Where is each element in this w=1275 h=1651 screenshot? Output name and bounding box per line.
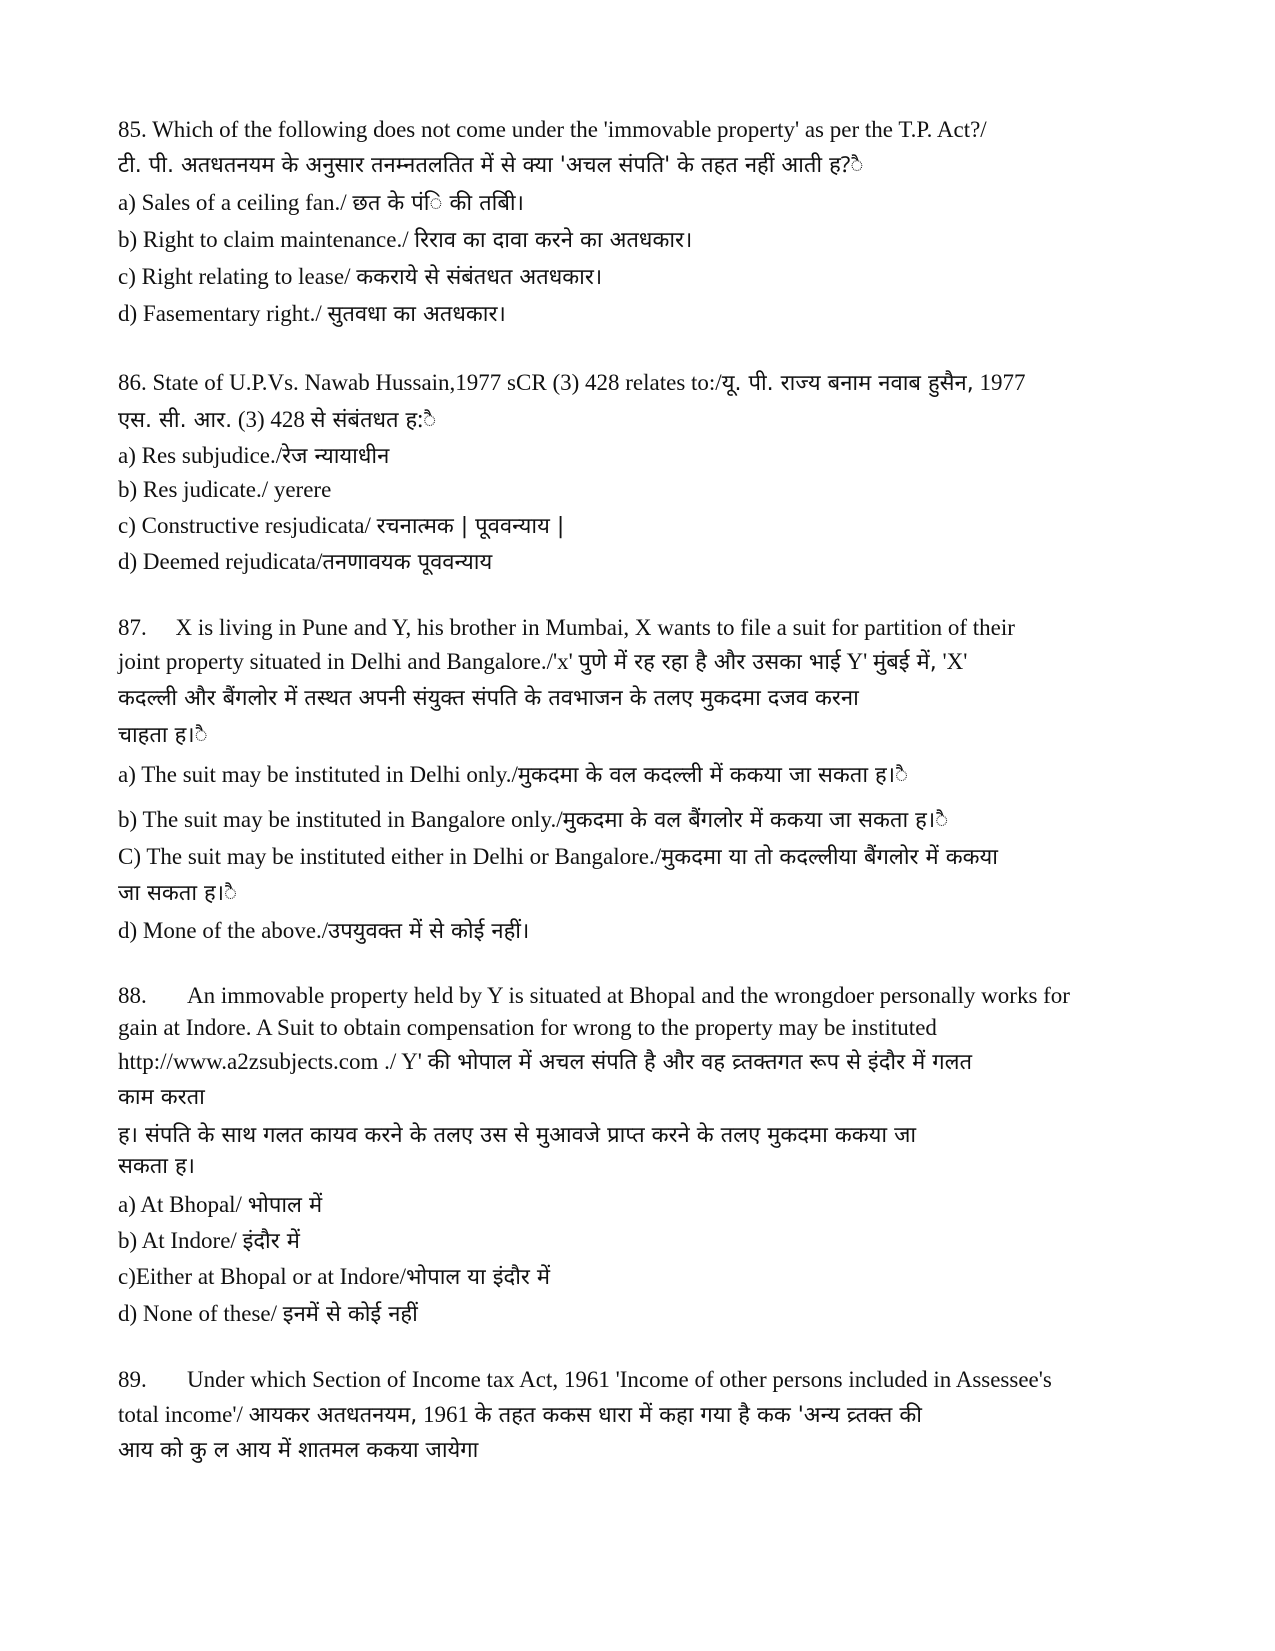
question-87-option-c: C) The suit may be instituted either in Delhi or Bangalore./मुकदमा या तो कदल्लीया बैंगलोर में ककया bbox=[118, 844, 998, 870]
question-87-option-a: a) The suit may be instituted in Delhi only./मुकदमा के वल कदल्ली में ककया जा सकता ह।ै bbox=[118, 762, 909, 788]
question-88-stem-line3: http://www.a2zsubjects.com ./ Y' की भोपाल में अचल संपति है और वह व्र्तक्तगत रूप से इंदौर में गलत bbox=[118, 1049, 973, 1075]
question-89-stem-line1: 89. Under which Section of Income tax Act, 1961 'Income of other persons included in Assessee's bbox=[118, 1367, 1052, 1392]
question-88-stem-line6: सकता ह। bbox=[118, 1154, 196, 1179]
question-88-option-a: a) At Bhopal/ भोपाल में bbox=[118, 1192, 323, 1218]
question-87-stem-line4: चाहता ह।ै bbox=[118, 723, 208, 748]
question-85-option-b: b) Right to claim maintenance./ रिराव का दावा करने का अतधकार। bbox=[118, 227, 693, 253]
question-86-option-b: b) Res judicate./ yerere bbox=[118, 477, 332, 502]
question-87-stem-line3: कदल्ली और बैंगलोर में तस्थत अपनी संयुक्त संपति के तवभाजन के तलए मुकदमा दजव करना bbox=[118, 686, 859, 711]
question-85-stem-hi: टी. पी. अतधतनयम के अनुसार तनम्नतलतित में से क्या 'अचल संपति' के तहत नहीं आती ह?ै bbox=[118, 153, 864, 178]
question-88-option-b: b) At Indore/ इंदौर में bbox=[118, 1228, 300, 1254]
question-85-option-a: a) Sales of a ceiling fan./ छत के पंि की तबिी। bbox=[118, 190, 524, 216]
question-88-stem-line4: काम करता bbox=[118, 1085, 205, 1110]
question-86-option-c: c) Constructive resjudicata/ रचनात्मक | पूववन्याय | bbox=[118, 513, 565, 539]
question-86-stem-line1: 86. State of U.P.Vs. Nawab Hussain,1977 sCR (3) 428 relates to:/यू. पी. राज्य बनाम नवाब हुसैन, 1977 bbox=[118, 370, 1026, 396]
question-87-stem-line1: 87. X is living in Pune and Y, his brother in Mumbai, X wants to file a suit for partition of their bbox=[118, 615, 1015, 640]
question-89-stem-line3: आय को कु ल आय में शातमल ककया जायेगा bbox=[118, 1438, 479, 1463]
question-87-option-c-continued: जा सकता ह।ै bbox=[118, 881, 238, 906]
question-85-option-d: d) Fasementary right./ सुतवधा का अतधकार। bbox=[118, 301, 506, 327]
question-87-option-d: d) Mone of the above./उपयुवक्त में से कोई नहीं। bbox=[118, 918, 530, 944]
question-86-stem-line2: एस. सी. आर. (3) 428 से संबंतधत ह:ै bbox=[118, 407, 437, 433]
question-87-stem-line2: joint property situated in Delhi and Bangalore./'x' पुणे में रह रहा है और उसका भाई Y' मुंबई में, 'X' bbox=[118, 649, 968, 675]
question-88-option-d: d) None of these/ इनमें से कोई नहीं bbox=[118, 1301, 418, 1327]
question-89-stem-line2: total income'/ आयकर अतधतनयम, 1961 के तहत ककस धारा में कहा गया है कक 'अन्य व्र्तक्त की bbox=[118, 1402, 922, 1428]
question-86-option-a: a) Res subjudice./रेज न्यायाधीन bbox=[118, 443, 390, 469]
question-88-stem-line2: gain at Indore. A Suit to obtain compensation for wrong to the property may be instituted bbox=[118, 1015, 937, 1040]
question-88-stem-line1: 88. An immovable property held by Y is situated at Bhopal and the wrongdoer personally works for bbox=[118, 983, 1070, 1008]
source-url-text: http://www.a2zsubjects.com ./ Y' bbox=[118, 1049, 428, 1074]
question-88-option-c: c)Either at Bhopal or at Indore/भोपाल या इंदौर में bbox=[118, 1264, 551, 1290]
question-88-stem-line5: ह। संपति के साथ गलत कायव करने के तलए उस से मुआवजे प्राप्त करने के तलए मुकदमा ककया जा bbox=[118, 1123, 917, 1148]
question-87-option-b: b) The suit may be instituted in Bangalore only./मुकदमा के वल बैंगलोर में ककया जा सकता ह।ै bbox=[118, 807, 949, 833]
question-85-option-c: c) Right relating to lease/ ककराये से संबंतधत अतधकार। bbox=[118, 264, 603, 290]
question-86-option-d: d) Deemed rejudicata/तनणावयक पूववन्याय bbox=[118, 549, 493, 575]
question-85-stem-en: 85. Which of the following does not come under the 'immovable property' as per the T.P. Act?/ bbox=[118, 117, 987, 142]
